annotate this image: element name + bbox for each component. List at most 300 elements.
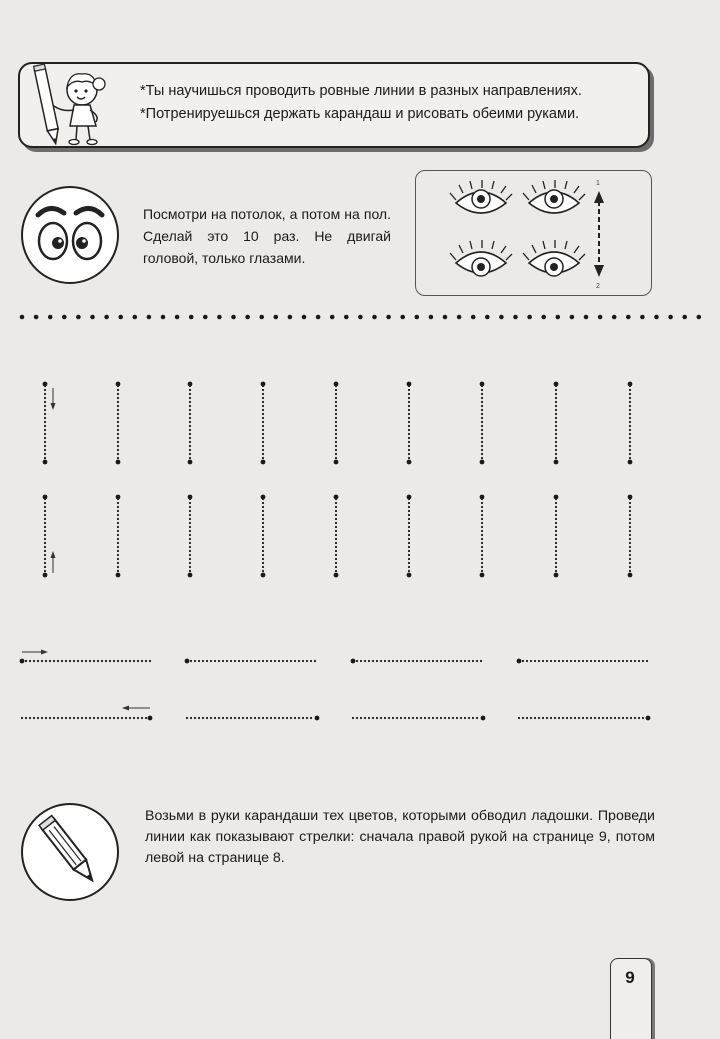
horizontal-guide-dot xyxy=(364,717,366,719)
horizontal-end-dot xyxy=(481,716,486,721)
vertical-guide-dot xyxy=(117,562,119,564)
horizontal-guide-dot xyxy=(396,717,398,719)
horizontal-guide-dot xyxy=(626,660,628,662)
horizontal-guide-dot xyxy=(97,717,99,719)
vertical-guide-dot xyxy=(555,421,557,423)
vertical-guide-dot xyxy=(262,562,264,564)
vertical-end-dot xyxy=(334,460,339,465)
vertical-guide-dot xyxy=(44,558,46,560)
eye-exercise-text: Посмотри на потолок, а потом на пол. Сделай это 10 раз. Не двигай головой, только глазами. xyxy=(143,206,391,266)
horizontal-guide-dot xyxy=(270,717,272,719)
horizontal-start-dot xyxy=(517,659,522,664)
vertical-guide-dot xyxy=(629,389,631,391)
horizontal-guide-dot xyxy=(290,660,292,662)
vertical-guide-dot xyxy=(555,413,557,415)
vertical-guide-dot xyxy=(262,530,264,532)
horizontal-guide-dot xyxy=(602,717,604,719)
horizontal-guide-dot xyxy=(53,717,55,719)
horizontal-guide-dot xyxy=(294,660,296,662)
horizontal-guide-dot xyxy=(566,660,568,662)
vertical-start-dot xyxy=(480,495,485,500)
vertical-guide-dot xyxy=(117,514,119,516)
vertical-guide-dot xyxy=(44,449,46,451)
horizontal-guide-dot xyxy=(222,717,224,719)
vertical-guide-dot xyxy=(408,425,410,427)
horizontal-guide-dot xyxy=(234,660,236,662)
horizontal-guide-dot xyxy=(250,660,252,662)
horizontal-guide-dot xyxy=(602,660,604,662)
horizontal-guide-dot xyxy=(81,660,83,662)
separator-dot xyxy=(640,315,645,320)
horizontal-guide-dot xyxy=(404,660,406,662)
vertical-start-dot xyxy=(554,495,559,500)
horizontal-guide-dot xyxy=(642,717,644,719)
horizontal-guide-dot xyxy=(606,660,608,662)
vertical-guide-dot xyxy=(629,558,631,560)
vertical-guide-dot xyxy=(335,453,337,455)
horizontal-guide-dot xyxy=(400,717,402,719)
horizontal-guide-dot xyxy=(141,717,143,719)
separator-dot xyxy=(612,315,617,320)
vertical-guide-dot xyxy=(189,566,191,568)
horizontal-guide-dot xyxy=(73,717,75,719)
vertical-guide-dot xyxy=(481,457,483,459)
vertical-guide-dot xyxy=(629,393,631,395)
vertical-guide-dot xyxy=(44,570,46,572)
horizontal-guide-dot xyxy=(460,717,462,719)
vertical-guide-dot xyxy=(335,409,337,411)
horizontal-guide-dot xyxy=(428,660,430,662)
vertical-guide-dot xyxy=(262,457,264,459)
vertical-guide-dot xyxy=(555,546,557,548)
vertical-guide-dot xyxy=(117,413,119,415)
vertical-guide-dot xyxy=(335,530,337,532)
horizontal-end-dot xyxy=(148,716,153,721)
vertical-guide-dot xyxy=(629,502,631,504)
horizontal-guide-dot xyxy=(214,717,216,719)
vertical-guide-dot xyxy=(44,514,46,516)
vertical-guide-dot xyxy=(262,401,264,403)
horizontal-guide-dot xyxy=(137,660,139,662)
horizontal-guide-dot xyxy=(105,660,107,662)
vertical-end-dot xyxy=(334,573,339,578)
vertical-guide-dot xyxy=(335,413,337,415)
vertical-guide-dot xyxy=(44,421,46,423)
vertical-guide-dot xyxy=(44,409,46,411)
horizontal-guide-dot xyxy=(352,717,354,719)
girl-with-pencil-icon xyxy=(24,60,114,150)
horizontal-guide-dot xyxy=(360,660,362,662)
diagram-label-bottom: 2 xyxy=(596,283,600,290)
horizontal-guide-dot xyxy=(45,660,47,662)
vertical-guide-dot xyxy=(335,522,337,524)
horizontal-guide-dot xyxy=(37,660,39,662)
vertical-guide-dot xyxy=(408,441,410,443)
vertical-guide-dot xyxy=(629,526,631,528)
horizontal-guide-dot xyxy=(242,660,244,662)
horizontal-guide-dot xyxy=(310,717,312,719)
horizontal-guide-dot xyxy=(578,660,580,662)
horizontal-guide-dot xyxy=(452,660,454,662)
vertical-end-dot xyxy=(188,573,193,578)
vertical-guide-dot xyxy=(408,530,410,532)
vertical-guide-dot xyxy=(262,510,264,512)
horizontal-guide-dot xyxy=(53,660,55,662)
horizontal-guide-dot xyxy=(282,660,284,662)
horizontal-guide-dot xyxy=(534,717,536,719)
vertical-end-dot xyxy=(43,573,48,578)
horizontal-guide-dot xyxy=(274,660,276,662)
vertical-guide-dot xyxy=(189,506,191,508)
eye-down-left-icon xyxy=(450,240,512,276)
horizontal-guide-dot xyxy=(41,660,43,662)
horizontal-guide-dot xyxy=(93,717,95,719)
vertical-start-dot xyxy=(116,495,121,500)
vertical-guide-dot xyxy=(189,417,191,419)
separator-dot xyxy=(217,315,222,320)
horizontal-guide-dot xyxy=(622,660,624,662)
horizontal-guide-dot xyxy=(29,660,31,662)
horizontal-guide-dot xyxy=(646,660,648,662)
horizontal-guide-dot xyxy=(25,660,27,662)
horizontal-guide-dot xyxy=(368,717,370,719)
vertical-guide-dot xyxy=(555,453,557,455)
vertical-guide-dot xyxy=(408,409,410,411)
horizontal-end-dot xyxy=(315,716,320,721)
separator-dot xyxy=(485,315,490,320)
separator-dot xyxy=(584,315,589,320)
horizontal-guide-dot xyxy=(456,660,458,662)
horizontal-guide-dot xyxy=(376,660,378,662)
horizontal-guide-dot xyxy=(542,660,544,662)
horizontal-guide-dot xyxy=(416,660,418,662)
horizontal-guide-dot xyxy=(522,660,524,662)
horizontal-guide-dot xyxy=(85,660,87,662)
separator-dot xyxy=(429,315,434,320)
vertical-guide-dot xyxy=(117,546,119,548)
horizontal-guide-dot xyxy=(626,717,628,719)
horizontal-guide-dot xyxy=(634,717,636,719)
vertical-guide-dot xyxy=(335,562,337,564)
horizontal-guide-dot xyxy=(270,660,272,662)
vertical-guide-dot xyxy=(189,401,191,403)
vertical-guide-dot xyxy=(408,506,410,508)
horizontal-start-dot xyxy=(185,659,190,664)
vertical-guide-dot xyxy=(555,506,557,508)
diagram-label-top: 1 xyxy=(596,180,600,187)
vertical-guide-dot xyxy=(335,558,337,560)
horizontal-guide-dot xyxy=(194,717,196,719)
vertical-guide-dot xyxy=(481,546,483,548)
separator-dot xyxy=(175,315,180,320)
vertical-guide-dot xyxy=(44,542,46,544)
horizontal-guide-dot xyxy=(570,717,572,719)
vertical-guide-dot xyxy=(117,526,119,528)
separator-dot xyxy=(161,315,166,320)
separator-dot xyxy=(386,315,391,320)
horizontal-guide-dot xyxy=(145,717,147,719)
horizontal-guide-dot xyxy=(590,660,592,662)
vertical-guide-dot xyxy=(335,518,337,520)
vertical-guide-dot xyxy=(629,413,631,415)
horizontal-start-dot xyxy=(351,659,356,664)
vertical-guide-dot xyxy=(189,510,191,512)
horizontal-guide-dot xyxy=(190,660,192,662)
vertical-guide-dot xyxy=(408,405,410,407)
horizontal-guide-dot xyxy=(554,660,556,662)
horizontal-guide-dot xyxy=(408,660,410,662)
horizontal-guide-dot xyxy=(558,660,560,662)
horizontal-guide-dot xyxy=(61,717,63,719)
vertical-guide-dot xyxy=(555,417,557,419)
horizontal-guide-dot xyxy=(546,660,548,662)
horizontal-guide-dot xyxy=(408,717,410,719)
horizontal-guide-dot xyxy=(65,717,67,719)
vertical-guide-dot xyxy=(44,526,46,528)
horizontal-guide-dot xyxy=(129,717,131,719)
vertical-guide-dot xyxy=(335,421,337,423)
horizontal-guide-dot xyxy=(436,660,438,662)
vertical-guide-dot xyxy=(117,421,119,423)
instruction-text: Возьми в руки карандаши тех цветов, которыми обводил ладошки. Проведи линии как показывают стрелки: сначала правой рукой на странице 9, потом левой на странице 8. xyxy=(145,808,655,866)
vertical-guide-dot xyxy=(408,417,410,419)
vertical-guide-dot xyxy=(555,457,557,459)
horizontal-guide-dot xyxy=(392,660,394,662)
horizontal-guide-dot xyxy=(117,717,119,719)
horizontal-guide-dot xyxy=(81,717,83,719)
horizontal-guide-dot xyxy=(137,717,139,719)
horizontal-guide-dot xyxy=(202,717,204,719)
horizontal-guide-dot xyxy=(302,660,304,662)
separator-dot xyxy=(302,315,307,320)
horizontal-guide-dot xyxy=(400,660,402,662)
horizontal-guide-dot xyxy=(432,660,434,662)
vertical-guide-dot xyxy=(408,453,410,455)
vertical-guide-dot xyxy=(44,397,46,399)
vertical-guide-dot xyxy=(629,457,631,459)
vertical-guide-dot xyxy=(555,429,557,431)
vertical-guide-dot xyxy=(262,502,264,504)
horizontal-guide-dot xyxy=(218,717,220,719)
vertical-end-dot xyxy=(43,460,48,465)
vertical-guide-dot xyxy=(44,538,46,540)
vertical-start-dot xyxy=(628,382,633,387)
vertical-guide-dot xyxy=(189,554,191,556)
horizontal-guide-dot xyxy=(278,717,280,719)
separator-dot xyxy=(76,315,81,320)
vertical-guide-dot xyxy=(408,514,410,516)
horizontal-guide-dot xyxy=(618,660,620,662)
vertical-guide-dot xyxy=(44,417,46,419)
horizontal-guide-dot xyxy=(392,717,394,719)
horizontal-guide-dot xyxy=(570,660,572,662)
vertical-guide-dot xyxy=(408,445,410,447)
vertical-guide-dot xyxy=(262,546,264,548)
horizontal-guide-dot xyxy=(388,717,390,719)
vertical-guide-dot xyxy=(189,526,191,528)
vertical-guide-dot xyxy=(335,554,337,556)
horizontal-guide-dot xyxy=(360,717,362,719)
horizontal-guide-dot xyxy=(542,717,544,719)
horizontal-guide-dot xyxy=(468,660,470,662)
vertical-guide-dot xyxy=(555,397,557,399)
vertical-guide-dot xyxy=(629,433,631,435)
vertical-guide-dot xyxy=(44,550,46,552)
vertical-end-dot xyxy=(480,573,485,578)
eye-up-left-icon xyxy=(450,180,512,213)
horizontal-guide-dot xyxy=(372,660,374,662)
vertical-guide-dot xyxy=(408,558,410,560)
vertical-guide-dot xyxy=(555,534,557,536)
horizontal-guide-dot xyxy=(133,660,135,662)
horizontal-guide-dot xyxy=(610,717,612,719)
horizontal-guide-dot xyxy=(412,660,414,662)
vertical-guide-dot xyxy=(481,518,483,520)
horizontal-guide-dot xyxy=(598,717,600,719)
vertical-guide-dot xyxy=(117,405,119,407)
horizontal-guide-dot xyxy=(622,717,624,719)
vertical-guide-dot xyxy=(555,441,557,443)
vertical-guide-dot xyxy=(262,425,264,427)
vertical-guide-dot xyxy=(44,393,46,395)
vertical-guide-dot xyxy=(481,413,483,415)
horizontal-guide-dot xyxy=(246,717,248,719)
separator-dot xyxy=(654,315,659,320)
vertical-guide-dot xyxy=(481,566,483,568)
vertical-guide-dot xyxy=(189,405,191,407)
vertical-guide-dot xyxy=(555,393,557,395)
horizontal-guide-dot xyxy=(25,717,27,719)
vertical-guide-dot xyxy=(335,514,337,516)
vertical-guide-dot xyxy=(335,417,337,419)
vertical-guide-dot xyxy=(555,518,557,520)
vertical-guide-dot xyxy=(189,558,191,560)
horizontal-guide-dot xyxy=(582,717,584,719)
horizontal-guide-dot xyxy=(65,660,67,662)
horizontal-guide-dot xyxy=(109,660,111,662)
vertical-guide-dot xyxy=(555,562,557,564)
separator-dot xyxy=(203,315,208,320)
horizontal-guide-dot xyxy=(554,717,556,719)
horizontal-guide-dot xyxy=(634,660,636,662)
vertical-guide-dot xyxy=(555,570,557,572)
vertical-guide-dot xyxy=(117,433,119,435)
horizontal-guide-dot xyxy=(380,717,382,719)
horizontal-guide-dot xyxy=(121,717,123,719)
vertical-guide-dot xyxy=(117,457,119,459)
horizontal-guide-dot xyxy=(440,660,442,662)
vertical-guide-dot xyxy=(44,502,46,504)
vertical-end-dot xyxy=(480,460,485,465)
vertical-guide-dot xyxy=(189,413,191,415)
horizontal-guide-dot xyxy=(254,660,256,662)
horizontal-guide-dot xyxy=(618,717,620,719)
vertical-guide-dot xyxy=(408,421,410,423)
vertical-guide-dot xyxy=(335,542,337,544)
vertical-start-dot xyxy=(43,495,48,500)
vertical-guide-dot xyxy=(481,522,483,524)
horizontal-guide-dot xyxy=(21,717,23,719)
horizontal-guide-dot xyxy=(550,660,552,662)
vertical-guide-dot xyxy=(44,518,46,520)
vertical-guide-dot xyxy=(335,445,337,447)
vertical-guide-dot xyxy=(555,554,557,556)
vertical-end-dot xyxy=(188,460,193,465)
horizontal-guide-dot xyxy=(472,660,474,662)
separator-dot xyxy=(62,315,67,320)
vertical-guide-dot xyxy=(481,514,483,516)
vertical-guide-dot xyxy=(117,554,119,556)
horizontal-guide-dot xyxy=(444,717,446,719)
tracing-area[interactable] xyxy=(0,300,720,740)
horizontal-guide-dot xyxy=(384,660,386,662)
horizontal-guide-dot xyxy=(562,660,564,662)
vertical-guide-dot xyxy=(44,413,46,415)
vertical-start-dot xyxy=(188,495,193,500)
vertical-guide-dot xyxy=(189,421,191,423)
vertical-guide-dot xyxy=(189,441,191,443)
horizontal-guide-dot xyxy=(614,660,616,662)
vertical-guide-dot xyxy=(408,413,410,415)
separator-dot xyxy=(598,315,603,320)
vertical-start-dot xyxy=(554,382,559,387)
vertical-guide-dot xyxy=(335,449,337,451)
vertical-guide-dot xyxy=(629,429,631,431)
vertical-guide-dot xyxy=(117,453,119,455)
vertical-guide-dot xyxy=(408,534,410,536)
horizontal-guide-dot xyxy=(416,717,418,719)
vertical-guide-dot xyxy=(629,510,631,512)
horizontal-guide-dot xyxy=(424,660,426,662)
vertical-guide-dot xyxy=(117,518,119,520)
vertical-guide-dot xyxy=(555,445,557,447)
horizontal-guide-dot xyxy=(574,717,576,719)
horizontal-guide-dot xyxy=(133,717,135,719)
vertical-guide-dot xyxy=(189,542,191,544)
vertical-guide-dot xyxy=(44,546,46,548)
vertical-guide-dot xyxy=(481,397,483,399)
vertical-guide-dot xyxy=(335,457,337,459)
vertical-start-dot xyxy=(407,495,412,500)
vertical-guide-dot xyxy=(335,441,337,443)
vertical-guide-dot xyxy=(44,554,46,556)
vertical-guide-dot xyxy=(117,393,119,395)
horizontal-guide-dot xyxy=(97,660,99,662)
vertical-guide-dot xyxy=(481,421,483,423)
horizontal-guide-dot xyxy=(230,717,232,719)
eye-down-right-icon xyxy=(523,240,585,276)
horizontal-guide-dot xyxy=(61,660,63,662)
horizontal-guide-dot xyxy=(384,717,386,719)
eye-up-right-icon xyxy=(523,180,585,213)
horizontal-guide-dot xyxy=(77,717,79,719)
horizontal-guide-dot xyxy=(202,660,204,662)
vertical-guide-dot xyxy=(481,449,483,451)
separator-dot xyxy=(147,315,152,320)
vertical-guide-dot xyxy=(629,397,631,399)
vertical-start-dot xyxy=(43,382,48,387)
horizontal-guide-dot xyxy=(464,717,466,719)
vertical-guide-dot xyxy=(189,570,191,572)
separator-dot xyxy=(118,315,123,320)
horizontal-end-dot xyxy=(646,716,651,721)
horizontal-guide-dot xyxy=(606,717,608,719)
vertical-guide-dot xyxy=(555,433,557,435)
horizontal-guide-dot xyxy=(69,717,71,719)
horizontal-guide-dot xyxy=(356,660,358,662)
horizontal-guide-dot xyxy=(610,660,612,662)
vertical-guide-dot xyxy=(262,566,264,568)
